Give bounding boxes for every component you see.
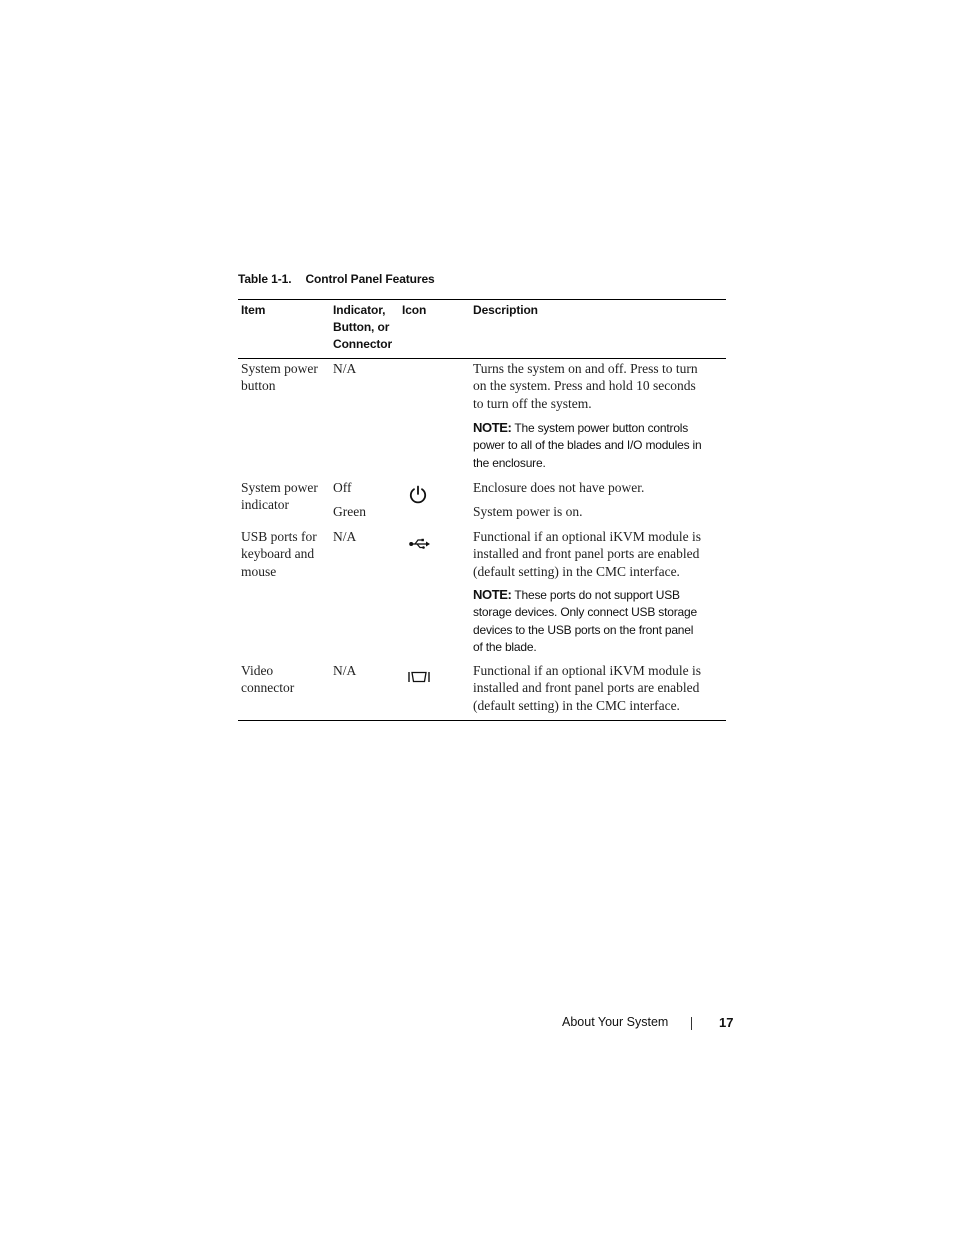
row-power-indicator-desc-green: System power is on.: [473, 504, 583, 519]
desc-line: Functional if an optional iKVM module is: [473, 663, 701, 678]
desc-line: to turn off the system.: [473, 395, 592, 411]
row-usb-indicator: N/A: [333, 529, 357, 544]
item-line: USB ports for: [241, 529, 317, 544]
row-power-indicator-desc-off: Enclosure does not have power.: [473, 480, 645, 495]
note-line: devices to the USB ports on the front panel: [473, 622, 694, 637]
row-power-indicator-off: Off: [333, 480, 352, 495]
row-video-item: [241, 662, 294, 697]
item-line: indicator: [241, 497, 289, 513]
desc-line: Functional if an optional iKVM module is: [473, 529, 701, 544]
desc-line: installed and front panel ports are enabled: [473, 546, 700, 562]
desc-line: on the system. Press and hold 10 seconds: [473, 378, 696, 394]
desc-line: Turns the system on and off. Press to turn: [473, 361, 698, 376]
desc-line: (default setting) in the CMC interface.: [473, 563, 680, 579]
header-description: Description: [473, 303, 538, 317]
note-label: NOTE:: [473, 587, 512, 602]
power-icon: [408, 485, 428, 509]
item-line: Video: [241, 663, 274, 678]
row-usb-description: [473, 528, 701, 580]
desc-line: (default setting) in the CMC interface.: [473, 697, 680, 713]
item-line: button: [241, 378, 276, 394]
desc-line: installed and front panel ports are enabled: [473, 680, 700, 696]
note-line: power to all of the blades and I/O modules in: [473, 438, 702, 453]
footer-separator: [691, 1017, 692, 1030]
header-indicator: [333, 302, 392, 353]
video-icon: [408, 668, 430, 687]
note-line: the enclosure.: [473, 455, 546, 470]
header-indicator-line: Indicator,: [333, 303, 386, 317]
row-power-button-indicator: N/A: [333, 361, 357, 376]
note-line: The system power button controls: [511, 421, 689, 435]
row-usb-item: [241, 528, 317, 580]
header-indicator-line: Button, or: [333, 320, 390, 334]
table-bottom-rule: [238, 720, 726, 721]
row-usb-note: [473, 586, 697, 657]
note-line: These ports do not support USB: [511, 588, 680, 602]
header-bottom-rule: [238, 358, 726, 359]
caption-title: Control Panel Features: [305, 272, 435, 286]
header-indicator-line: Connector: [333, 337, 393, 351]
row-power-indicator-item: [241, 479, 318, 514]
header-item: Item: [241, 303, 266, 317]
row-power-button-item: [241, 360, 318, 395]
table-top-rule: [238, 299, 726, 300]
row-power-button-description: [473, 360, 698, 412]
item-line: System power: [241, 361, 318, 376]
row-video-indicator: N/A: [333, 663, 357, 678]
note-line: storage devices. Only connect USB storage: [473, 605, 697, 620]
item-line: connector: [241, 680, 295, 696]
table-caption: [238, 272, 435, 286]
row-video-description: [473, 662, 701, 714]
note-line: of the blade.: [473, 640, 537, 655]
caption-label: Table 1-1.: [238, 272, 292, 286]
usb-icon: [409, 535, 431, 554]
note-label: NOTE:: [473, 420, 512, 435]
page-number: 17: [719, 1015, 734, 1030]
header-icon: Icon: [402, 303, 427, 317]
footer-section-title: About Your System: [562, 1015, 669, 1029]
item-line: mouse: [241, 563, 277, 579]
item-line: System power: [241, 480, 318, 495]
item-line: keyboard and: [241, 546, 315, 562]
row-power-button-note: [473, 419, 701, 472]
row-power-indicator-green: Green: [333, 504, 366, 519]
